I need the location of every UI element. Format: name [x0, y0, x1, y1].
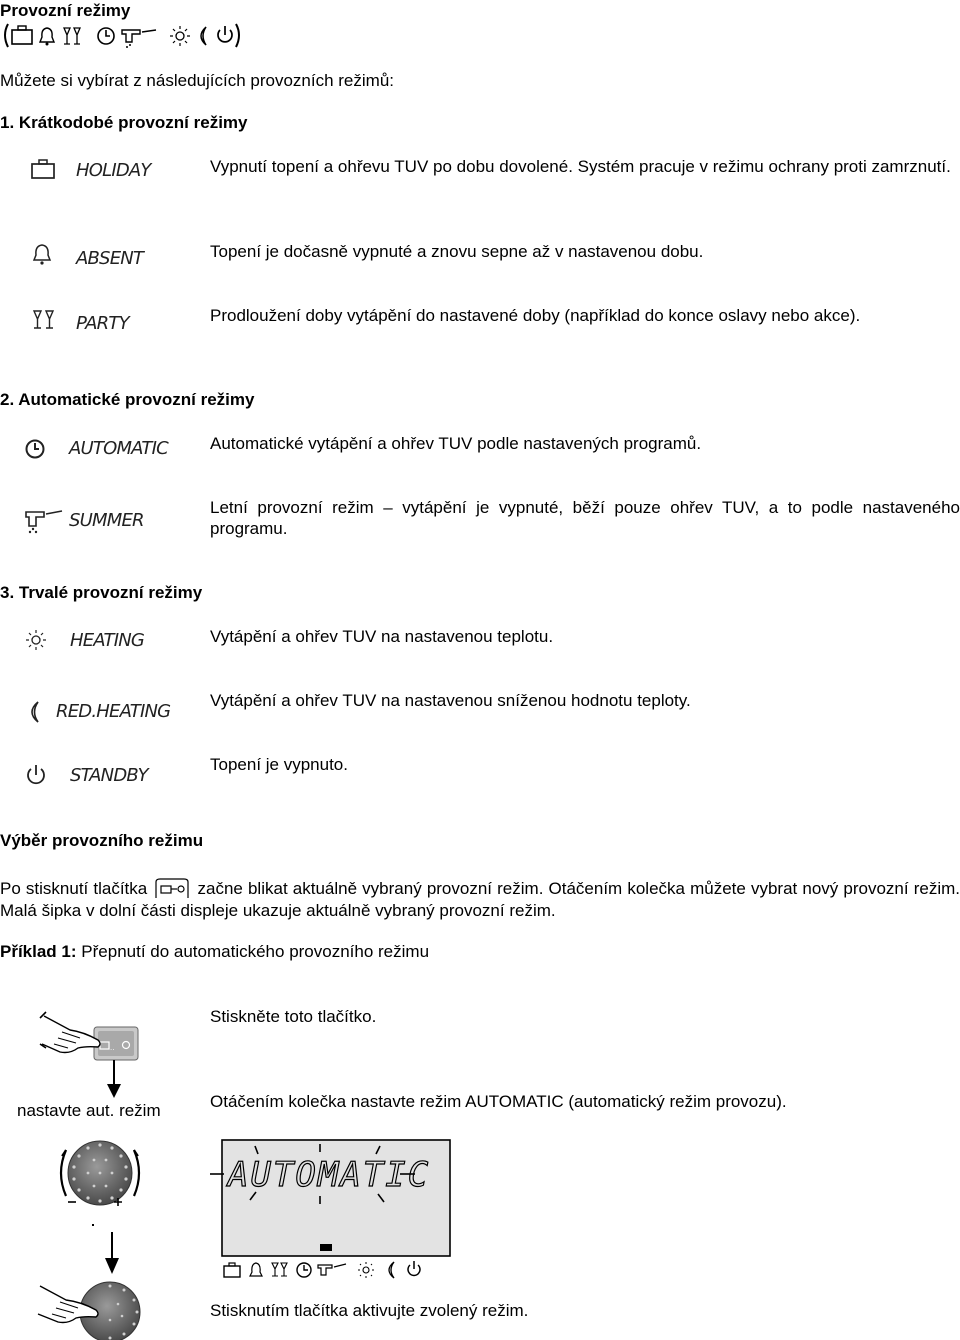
mode-label: HOLIDAY — [76, 160, 151, 181]
suitcase-icon — [12, 26, 32, 44]
selection-text-after: začne blikat aktuálně vybraný provozní režim. Otáčením kolečka můžete vybrat nový provozní režim. Malá šipka v dolní části displeje ukazuje aktuálně vybraný provozní režim. — [0, 879, 960, 920]
section-heading-permanent: 3. Trvalé provozní režimy — [0, 583, 203, 602]
faucet-icon — [318, 1264, 346, 1275]
lcd-text: AUTOMATIC — [228, 1155, 431, 1195]
arrow-down-icon — [104, 1232, 120, 1276]
sun-icon — [170, 26, 190, 46]
lcd-mode-icons — [224, 1261, 420, 1278]
mode-description: Prodloužení doby vytápění do nastavené doby (například do konce oslavy nebo akce). — [210, 306, 861, 325]
page-title: Provozní režimy — [0, 1, 131, 20]
section-heading-automatic: 2. Automatické provozní režimy — [0, 390, 255, 409]
selection-paragraph — [0, 878, 960, 922]
mode-label: STANDBY — [70, 765, 148, 786]
example-title — [0, 942, 429, 962]
glasses-icon — [272, 1263, 287, 1276]
sun-icon — [363, 1267, 369, 1273]
section-heading-short-term: 1. Krátkodobé provozní režimy — [0, 113, 248, 132]
mode-label: RED.HEATING — [56, 701, 171, 722]
mode-label: HEATING — [70, 630, 145, 651]
suitcase-icon — [30, 158, 56, 180]
mode-description: Letní provozní režim – vytápění je vypnuté, běží pouze ohřev TUV, a to podle nastaveného programu. — [210, 498, 960, 538]
step1-text: Stiskněte toto tlačítko. — [210, 1007, 377, 1026]
power-icon — [24, 763, 48, 787]
faucet-icon — [122, 30, 156, 48]
mode-description: Vypnutí topení a ohřevu TUV po dobu dovolené. Systém pracuje v režimu ochrany proti zamrznutí. — [210, 157, 951, 176]
bell-icon — [30, 242, 54, 266]
mode-icon-strip — [0, 20, 245, 55]
moon-icon — [389, 1262, 394, 1278]
clock-icon — [98, 28, 114, 44]
mode-label: PARTY — [76, 313, 129, 334]
hand-pressing-knob-illustration — [38, 1276, 148, 1340]
bell-icon — [40, 28, 54, 46]
faucet-icon — [24, 507, 64, 533]
mode-description: Vytápění a ohřev TUV na nastavenou sníženou hodnotu teploty. — [210, 691, 691, 710]
intro-text: Můžete si vybírat z následujících provozních režimů: — [0, 71, 394, 90]
step2-text: Otáčením kolečka nastavte režim AUTOMATIC (automatický režim provozu). — [210, 1092, 787, 1111]
mode-label: ABSENT — [76, 248, 144, 269]
rotary-knob-illustration — [50, 1136, 150, 1216]
sun-icon — [24, 628, 48, 652]
moon-icon — [24, 700, 44, 724]
mode-description: Vytápění a ohřev TUV na nastavenou teplotu. — [210, 627, 554, 646]
lcd-display-illustration — [210, 1134, 460, 1282]
arrow-down-icon — [106, 1060, 122, 1100]
mode-label: SUMMER — [69, 510, 144, 531]
step3-text: Stisknutím tlačítka aktivujte zvolený režim. — [210, 1301, 529, 1320]
mode-indicator-arrow — [320, 1244, 332, 1251]
mode-button-icon — [152, 878, 192, 900]
selection-text-before: Po stisknutí tlačítka — [0, 879, 148, 898]
step2-side-label: nastavte aut. režim — [17, 1101, 161, 1120]
power-icon — [218, 26, 232, 42]
svg-text:..: .. — [110, 1044, 115, 1052]
mode-label: AUTOMATIC — [69, 438, 168, 459]
suitcase-icon — [224, 1266, 240, 1277]
example-label: Příklad 1: — [0, 942, 77, 961]
mode-description: Topení je vypnuto. — [210, 755, 348, 774]
clock-icon — [24, 437, 48, 461]
hand-pressing-button-illustration — [40, 1008, 145, 1068]
example-description: Přepnutí do automatického provozního režimu — [81, 942, 430, 961]
bell-icon — [250, 1263, 262, 1276]
mode-description: Topení je dočasně vypnuté a znovu sepne až v nastavenou dobu. — [210, 242, 704, 261]
selection-heading: Výběr provozního režimu — [0, 831, 204, 850]
glasses-icon — [64, 28, 80, 44]
glasses-icon — [32, 308, 60, 332]
moon-icon — [201, 27, 206, 45]
mode-description: Automatické vytápění a ohřev TUV podle nastavených programů. — [210, 434, 702, 453]
